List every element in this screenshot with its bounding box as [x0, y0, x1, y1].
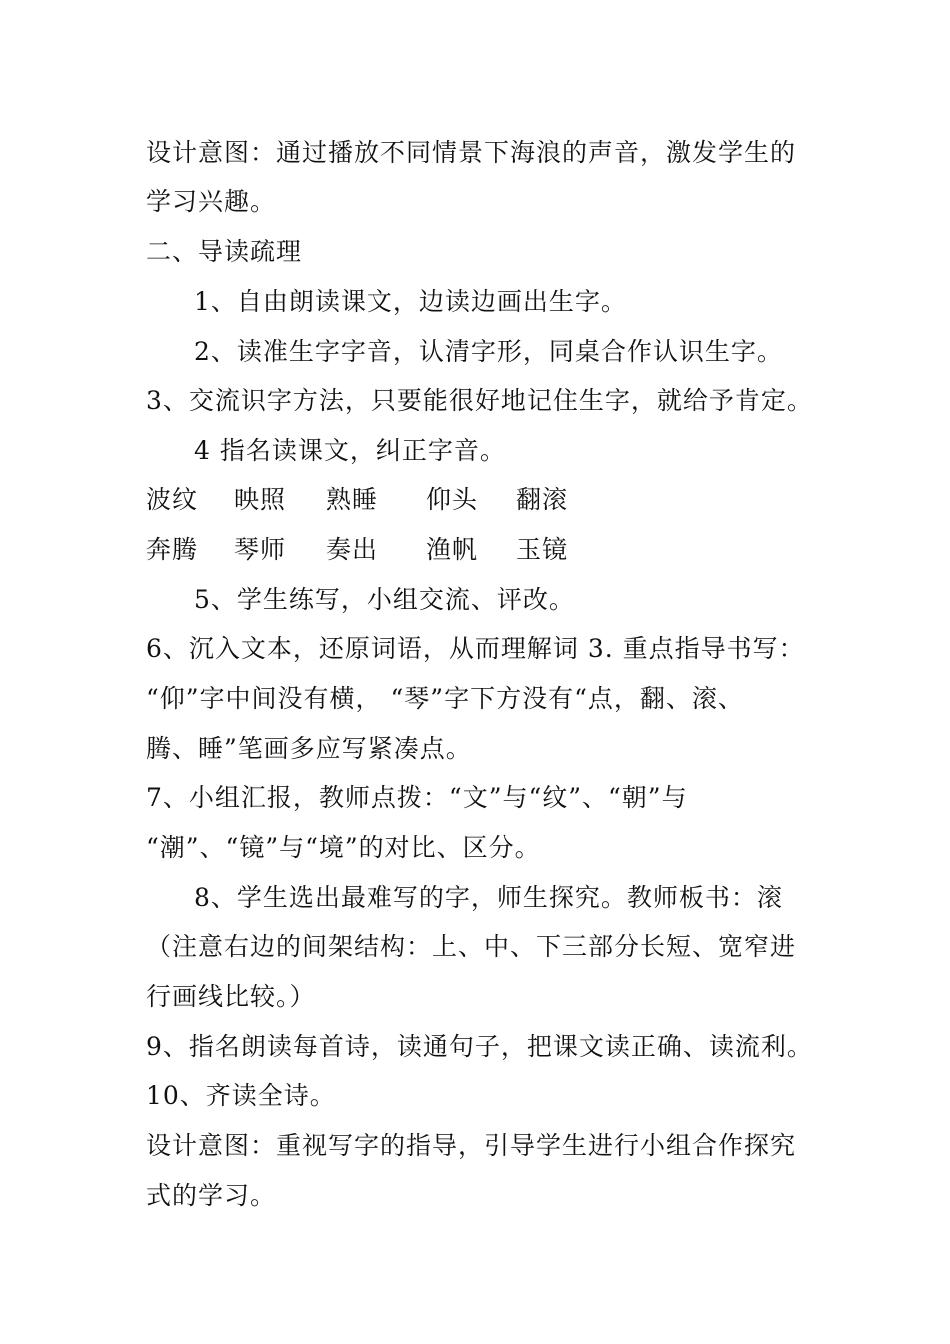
step-2: 2、读准生字字音，认清字形，同桌合作认识生字。	[194, 337, 783, 366]
step-8-line-3: 行画线比较。）	[146, 982, 316, 1011]
step-7-line-1: 7、小组汇报，教师点拨：“文”与“纹”、“朝”与	[146, 783, 688, 812]
step-3: 3、交流识字方法，只要能很好地记住生字，就给予肯定。	[146, 386, 813, 415]
design-intent-2-line-1: 设计意图：重视写字的指导，引导学生进行小组合作探究	[146, 1131, 797, 1160]
step-9: 9、指名朗读每首诗，读通句子，把课文读正确、读流利。	[146, 1032, 813, 1061]
vocab-word: 玉镜	[516, 535, 569, 564]
design-intent-2-line-2: 式的学习。	[146, 1181, 277, 1210]
design-intent-1-line-2: 学习兴趣。	[146, 187, 277, 216]
section-heading-guided-reading: 二、导读疏理	[146, 237, 303, 266]
step-7-line-2: “潮”、“镜”与“境”的对比、区分。	[146, 833, 541, 862]
vocab-word: 琴师	[234, 535, 287, 564]
step-1: 1、自由朗读课文，边读边画出生字。	[194, 287, 627, 316]
vocab-word: 熟睡	[326, 485, 379, 514]
step-5: 5、学生练写，小组交流、评改。	[194, 585, 575, 614]
vocab-word: 波纹	[146, 485, 199, 514]
vocab-word: 仰头	[426, 485, 479, 514]
step-4: 4 指名读课文，纠正字音。	[194, 436, 506, 465]
step-8-line-1: 8、学生选出最难写的字，师生探究。教师板书：滚	[194, 883, 783, 912]
design-intent-1-line-1: 设计意图：通过播放不同情景下海浪的声音，激发学生的	[146, 138, 797, 167]
vocab-word: 奏出	[326, 535, 379, 564]
vocab-word: 奔腾	[146, 535, 199, 564]
step-10: 10、齐读全诗。	[146, 1081, 336, 1110]
vocab-word: 翻滚	[516, 485, 569, 514]
step-6-line-1: 6、沉入文本，还原词语，从而理解词 3. 重点指导书写：	[146, 634, 805, 663]
step-8-line-2: （注意右边的间架结构：上、中、下三部分长短、宽窄进	[146, 932, 797, 961]
vocab-word: 映照	[234, 485, 287, 514]
vocab-word: 渔帆	[426, 535, 479, 564]
step-6-line-3: 腾、睡”笔画多应写紧凑点。	[146, 734, 472, 763]
step-6-line-2: “仰”字中间没有横， “琴”字下方没有“点，翻、滚、	[146, 684, 744, 713]
